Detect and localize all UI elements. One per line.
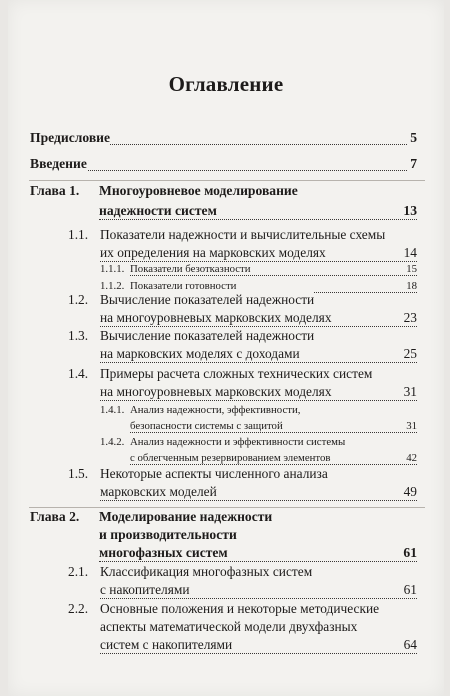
dot-leader [130, 275, 417, 276]
dot-leader [100, 261, 417, 262]
toc-entry-title-line2: на марковских моделях с доходами [100, 346, 300, 361]
dot-leader [100, 326, 417, 327]
toc-subsection-1-1-1 [100, 263, 417, 279]
dot-leader [130, 432, 417, 433]
toc-entry-title: Некоторые аспекты численного анализа [100, 466, 328, 481]
dot-leader [100, 362, 417, 363]
toc-entry-page: 14 [403, 245, 417, 260]
toc-entry-page: 25 [403, 346, 417, 361]
toc-entry-title: Введение [30, 156, 87, 171]
toc-entry-title: Показатели готовности [130, 280, 237, 292]
toc-section-1-4 [68, 366, 417, 404]
toc-entry-title-line2: и производительности [99, 527, 237, 542]
section-number: 2.1. [68, 564, 89, 579]
toc-entry-title-line2: безопасности системы с защитой [130, 420, 283, 432]
toc-section-1-3 [68, 328, 417, 366]
toc-entry-page: 7 [410, 156, 417, 171]
toc-entry-page: 5 [410, 130, 417, 145]
toc-entry-title: Многоуровневое моделирование [99, 183, 298, 198]
toc-section-2-2 [68, 601, 417, 657]
chapter-divider [29, 180, 425, 181]
dot-leader [100, 400, 417, 401]
toc-entry-title: Предисловие [30, 130, 111, 145]
toc-entry-title: Классификация многофазных систем [100, 564, 313, 579]
section-number: 1.3. [68, 328, 89, 343]
toc-subsection-1-4-2 [100, 436, 417, 468]
dot-leader [100, 653, 417, 654]
chapter-number: Глава 1. [30, 183, 80, 198]
chapter-number: Глава 2. [30, 509, 80, 524]
toc-entry-page: 42 [406, 452, 417, 464]
toc-entry-page: 61 [403, 545, 417, 560]
toc-entry-page: 18 [406, 280, 417, 292]
dot-leader [99, 219, 417, 220]
toc-entry-title: Примеры расчета сложных технических систем [100, 366, 373, 381]
toc-entry-title-line2: аспекты математической модели двухфазных [100, 619, 358, 634]
section-number: 1.2. [68, 292, 89, 307]
section-number: 2.2. [68, 601, 89, 616]
toc-subsection-1-4-1 [100, 404, 417, 436]
toc-entry-page: 15 [406, 263, 417, 275]
chapter-divider [29, 507, 425, 508]
toc-entry-page: 23 [403, 310, 417, 325]
subsection-number: 1.4.1. [100, 404, 125, 416]
toc-entry-title: Моделирование надежности [99, 509, 273, 524]
dot-leader [130, 464, 417, 465]
toc-entry-title: Анализ надежности, эффективности, [130, 404, 301, 416]
toc-entry-page: 49 [403, 484, 417, 499]
toc-entry-page: 13 [403, 203, 417, 218]
toc-entry-introduction [30, 156, 417, 174]
toc-entry-title-line2: надежности систем [99, 203, 217, 218]
toc-entry-title-line2: их определения на марковских моделях [100, 245, 326, 260]
toc-entry-title-line2: марковских моделей [100, 484, 217, 499]
toc-entry-title-line2: с накопителями [100, 582, 190, 597]
toc-entry-page: 64 [403, 637, 417, 652]
toc-entry-preface [30, 130, 417, 148]
toc-entry-title: Показатели безотказности [130, 263, 251, 275]
toc-section-1-5 [68, 466, 417, 504]
dot-leader [100, 500, 417, 501]
toc-entry-title: Основные положения и некоторые методические [100, 601, 380, 616]
toc-chapter-2 [30, 509, 417, 565]
toc-entry-title: Вычисление показателей надежности [100, 292, 315, 307]
subsection-number: 1.1.1. [100, 263, 125, 275]
page-title: Оглавление [168, 72, 284, 96]
toc-entry-page: 31 [406, 420, 417, 432]
section-number: 1.5. [68, 466, 89, 481]
toc-entry-title-line2: на многоуровневых марковских моделях [100, 384, 332, 399]
book-page [8, 0, 444, 696]
toc-entry-title: Анализ надежности и эффективности системы [130, 436, 346, 448]
toc-chapter-1 [30, 183, 417, 223]
toc-entry-title-line2: на многоуровневых марковских моделях [100, 310, 332, 325]
toc-section-1-2 [68, 292, 417, 330]
toc-entry-title-line2: с облегченным резервированием элементов [130, 452, 331, 464]
section-number: 1.1. [68, 227, 89, 242]
dot-leader [100, 598, 417, 599]
toc-entry-title-line3: многофазных систем [99, 545, 228, 560]
toc-entry-title-line3: систем с накопителями [100, 637, 233, 652]
section-number: 1.4. [68, 366, 89, 381]
toc-section-2-1 [68, 564, 417, 602]
toc-entry-title: Вычисление показателей надежности [100, 328, 315, 343]
toc-entry-page: 31 [403, 384, 417, 399]
toc-entry-title: Показатели надежности и вычислительные схемы [100, 227, 386, 242]
toc-section-1-1 [68, 227, 417, 265]
toc-entry-page: 61 [403, 582, 417, 597]
dot-leader [99, 561, 417, 562]
subsection-number: 1.1.2. [100, 280, 125, 292]
subsection-number: 1.4.2. [100, 436, 125, 448]
dot-leader [30, 170, 417, 171]
